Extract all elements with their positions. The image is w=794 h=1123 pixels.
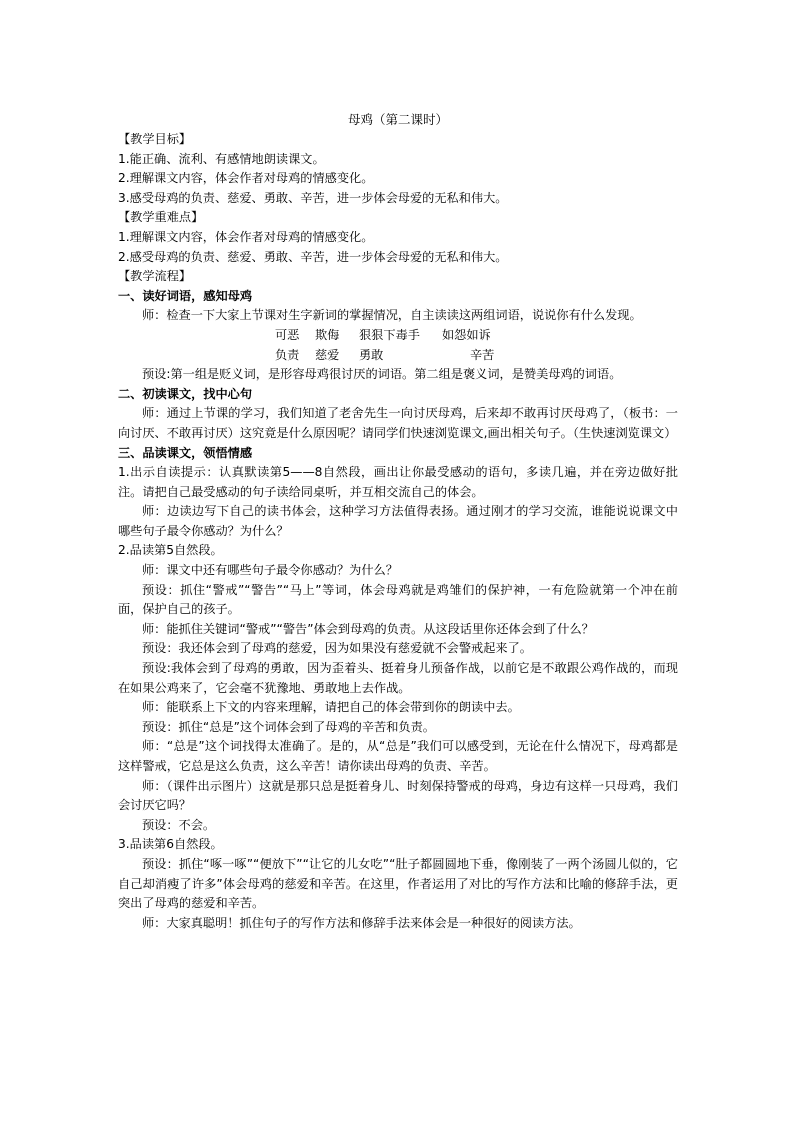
section-1-heading: 一、读好词语，感知母鸡 [118, 288, 253, 303]
word: 可恶 [275, 327, 300, 342]
goal-item: 3.感受母鸡的负责、慈爱、勇敢、辛苦，进一步体会母爱的无私和伟大。 [118, 190, 508, 205]
document-title: 母鸡（第二课时） [347, 112, 448, 127]
word: 辛苦 [470, 347, 495, 362]
paragraph: 预设：抓住“啄一啄”“便放下”“让它的儿女吃”“肚子都圆圆地下垂，像刚装了一两个汤圆儿似的，它自己却消瘦了许多”体会母鸡的慈爱和辛苦。在这里，作者运用了对比的写作方法和比喻的修辞手法，更突出了母鸡的慈爱和辛苦。 [118, 856, 678, 911]
word: 勇敢 [359, 347, 384, 362]
paragraph: 师：能抓住关键词“警戒”“警告”体会到母鸡的负责。从这段话里你还体会到了什么？ [142, 621, 594, 636]
goal-item: 1.能正确、流利、有感情地朗读课文。 [118, 151, 325, 166]
word-groups [275, 326, 678, 365]
section-2-heading: 二、初读课文，找中心句 [118, 386, 253, 401]
word: 欺侮 [315, 327, 340, 342]
flow-heading: 【教学流程】 [118, 269, 192, 284]
key-point-item: 2.感受母鸡的负责、慈爱、勇敢、辛苦，进一步体会母爱的无私和伟大。 [118, 249, 508, 264]
paragraph: 2.品读第5自然段。 [118, 543, 223, 558]
paragraph: 预设:第一组是贬义词，是形容母鸡很讨厌的词语。第二组是褒义词，是赞美母鸡的词语。 [142, 367, 622, 382]
paragraph: 师：（课件出示图片）这就是那只总是挺着身儿、时刻保持警戒的母鸡，身边有这样一只母鸡，我们会讨厌它吗？ [118, 778, 678, 813]
word-row-1 [275, 326, 678, 346]
paragraph: 师：能联系上下文的内容来理解，请把自己的体会带到你的朗读中去。 [142, 700, 520, 715]
key-point-item: 1.理解课文内容，体会作者对母鸡的情感变化。 [118, 229, 374, 244]
document-page [118, 110, 678, 933]
paragraph: 师：通过上节课的学习，我们知道了老舍先生一向讨厌母鸡，后来却不敢再讨厌母鸡了，（板书：一向讨厌、不敢再讨厌）这究竟是什么原因呢？请同学们快速浏览课文,画出相关句子。（生快速浏览课文） [118, 406, 678, 440]
paragraph: 3.品读第6自然段。 [118, 837, 223, 852]
word: 狠狠下毒手 [359, 327, 420, 342]
goals-heading: 【教学目标】 [118, 132, 192, 146]
word: 如怨如诉 [442, 327, 491, 342]
paragraph: 师：大家真聪明！抓住句子的写作方法和修辞手法来体会是一种很好的阅读方法。 [142, 915, 581, 930]
word: 慈爱 [315, 347, 340, 362]
section-3-heading: 三、品读课文，领悟情感 [118, 445, 253, 460]
paragraph: 预设：抓住“总是”这个词体会到了母鸡的辛苦和负责。 [142, 719, 435, 734]
paragraph: 预设：抓住“警戒”“警告”“马上”等词，体会母鸡就是鸡雏们的保护神，一有危险就第一个冲在前面，保护自己的孩子。 [118, 582, 678, 617]
paragraph: 师：课文中还有哪些句子最令你感动？为什么？ [142, 563, 398, 578]
paragraph: 师：检查一下大家上节课对生字新词的掌握情况，自主读读这两组词语，说说你有什么发现。 [142, 308, 642, 323]
paragraph: 预设:我体会到了母鸡的勇敢，因为歪着头、挺着身儿预备作战，以前它是不敢跟公鸡作战的，而现在如果公鸡来了，它会毫不犹豫地、勇敢地上去作战。 [118, 661, 678, 695]
paragraph: 预设：不会。 [142, 817, 216, 832]
word-row-2 [275, 346, 678, 366]
paragraph: 师：边读边写下自己的读书体会，这种学习方法值得表扬。通过刚才的学习交流，谁能说说课文中哪些句子最令你感动？为什么？ [118, 504, 678, 538]
paragraph: 师：“总是”这个词找得太准确了。是的，从“总是”我们可以感受到，无论在什么情况下，母鸡都是这样警戒，它总是这么负责，这么辛苦！请你读出母鸡的负责、辛苦。 [118, 739, 678, 773]
paragraph: 预设：我还体会到了母鸡的慈爱，因为如果没有慈爱就不会警戒起来了。 [142, 641, 532, 656]
paragraph: 1.出示自读提示：认真默读第5——8自然段，画出让你最受感动的语句，多读几遍，并在旁边做好批注。请把自己最受感动的句子读给同桌听，并互相交流自己的体会。 [118, 465, 678, 499]
word: 负责 [275, 347, 300, 362]
goal-item: 2.理解课文内容，体会作者对母鸡的情感变化。 [118, 171, 374, 186]
key-points-heading: 【教学重难点】 [118, 210, 204, 225]
